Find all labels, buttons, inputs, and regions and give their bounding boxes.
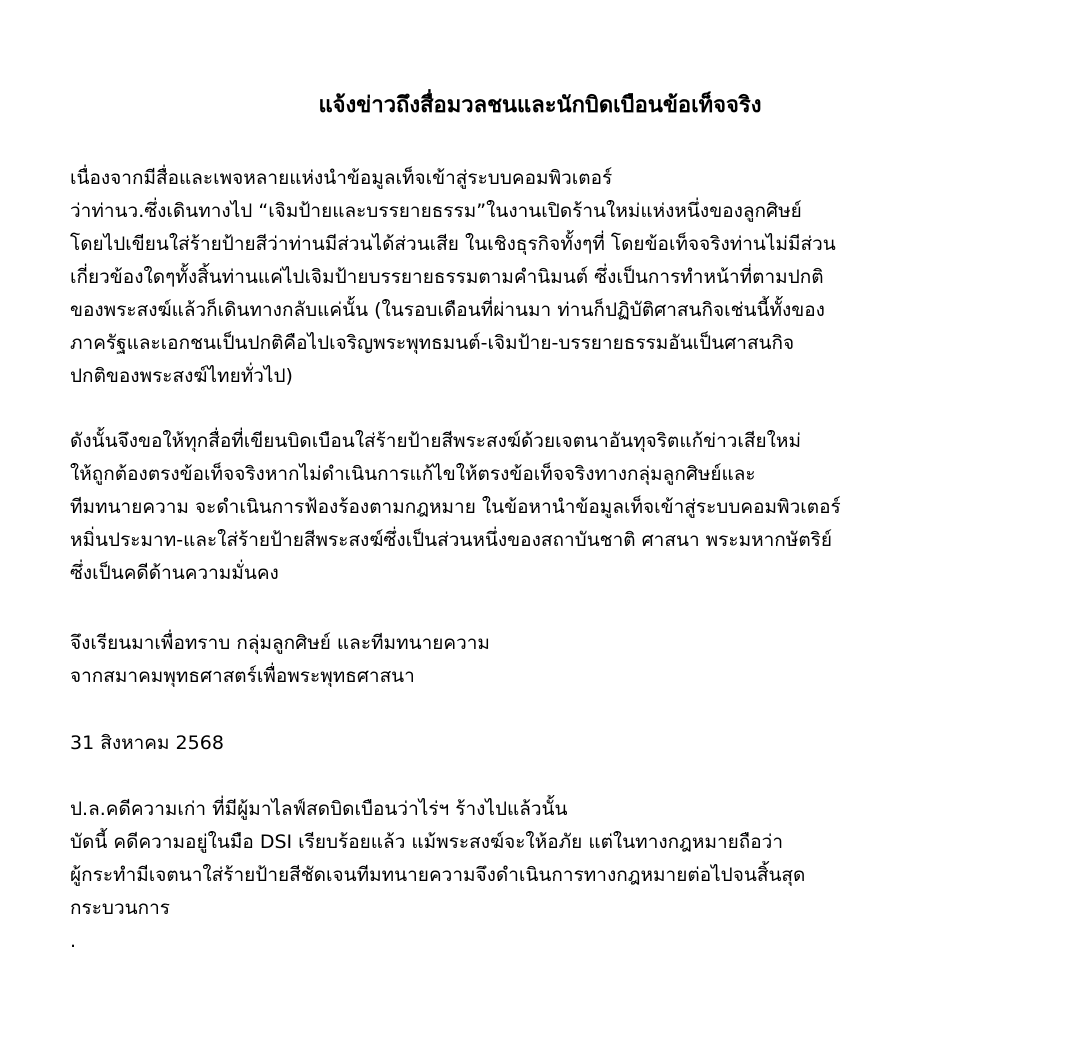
signature-line: จากสมาคมพุทธศาสตร์เพื่อพระพุทธศาสนา (70, 665, 415, 687)
paragraph-demand (70, 425, 1060, 590)
paragraph-line: ทีมทนายความ จะดำเนินการฟ้องร้องตามกฎหมาย ในข้อหานำข้อมูลเท็จเข้าสู่ระบบคอมพิวเตอร์ (70, 496, 841, 518)
postscript-block (70, 793, 1060, 958)
document-date: 31 สิงหาคม 2568 (70, 732, 224, 754)
paragraph-line: เนื่องจากมีสื่อและเพจหลายแห่งนำข้อมูลเท็จเข้าสู่ระบบคอมพิวเตอร์ (70, 167, 613, 189)
postscript-line: ผู้กระทำมีเจตนาใส่ร้ายป้ายสีชัดเจนทีมทนายความจึงดำเนินการทางกฎหมายต่อไปจนสิ้นสุด (70, 864, 806, 886)
signature-line: จึงเรียนมาเพื่อทราบ กลุ่มลูกศิษย์ และทีมทนายความ (70, 632, 490, 654)
paragraph-line: ดังนั้นจึงขอให้ทุกสื่อที่เขียนบิดเบือนใส่ร้ายป้ายสีพระสงฆ์ด้วยเจตนาอันทุจริตแก้ข่าวเสียใหม่ (70, 430, 801, 452)
postscript-line: บัดนี้ คดีความอยู่ในมือ DSI เรียบร้อยแล้ว แม้พระสงฆ์จะให้อภัย แต่ในทางกฎหมายถือว่า (70, 831, 784, 853)
postscript-line: ป.ล.คดีความเก่า ที่มีผู้มาไลฟ์สดบิดเบือนว่าไร่ฯ ร้างไปแล้วนั้น (70, 798, 568, 820)
paragraph-intro (70, 162, 1060, 393)
signature-block (70, 627, 1060, 693)
paragraph-line: ซึ่งเป็นคดีด้านความมั่นคง (70, 562, 279, 584)
paragraph-line: ภาครัฐและเอกชนเป็นปกติคือไปเจริญพระพุทธมนต์-เจิมป้าย-บรรยายธรรมอันเป็นศาสนกิจ (70, 332, 795, 354)
postscript-line: . (70, 930, 77, 952)
paragraph-line: ปกติของพระสงฆ์ไทยทั่วไป) (70, 365, 293, 387)
paragraph-line: ของพระสงฆ์แล้วก็เดินทางกลับแค่นั้น (ในรอบเดือนที่ผ่านมา ท่านก็ปฏิบัติศาสนกิจเช่นนี้ทั้งของ (70, 299, 825, 321)
paragraph-line: เกี่ยวข้องใดๆทั้งสิ้นท่านแค่ไปเจิมป้ายบรรยายธรรมตามคำนิมนต์ ซึ่งเป็นการทำหน้าที่ตามปกติ (70, 266, 824, 288)
paragraph-line: ให้ถูกต้องตรงข้อเท็จจริงหากไม่ดำเนินการแก้ไขให้ตรงข้อเท็จจริงทางกลุ่มลูกศิษย์และ (70, 463, 756, 485)
postscript-line: กระบวนการ (70, 897, 171, 919)
paragraph-line: ว่าท่านว.ซึ่งเดินทางไป “เจิมป้ายและบรรยายธรรม”ในงานเปิดร้านใหม่แห่งหนึ่งของลูกศิษย์ (70, 200, 802, 222)
paragraph-line: หมิ่นประมาท-และใส่ร้ายป้ายสีพระสงฆ์ซึ่งเป็นส่วนหนึ่งของสถาบันชาติ ศาสนา พระมหากษัตริย์ (70, 529, 833, 551)
document-title: แจ้งข่าวถึงสื่อมวลชนและนักบิดเบือนข้อเท็จจริง (318, 93, 762, 118)
paragraph-line: โดยไปเขียนใส่ร้ายป้ายสีว่าท่านมีส่วนได้ส่วนเสีย ในเชิงธุรกิจทั้งๆที่ โดยข้อเท็จจริงท่านไม่มีส่วน (70, 233, 836, 255)
date-block (70, 727, 1060, 760)
